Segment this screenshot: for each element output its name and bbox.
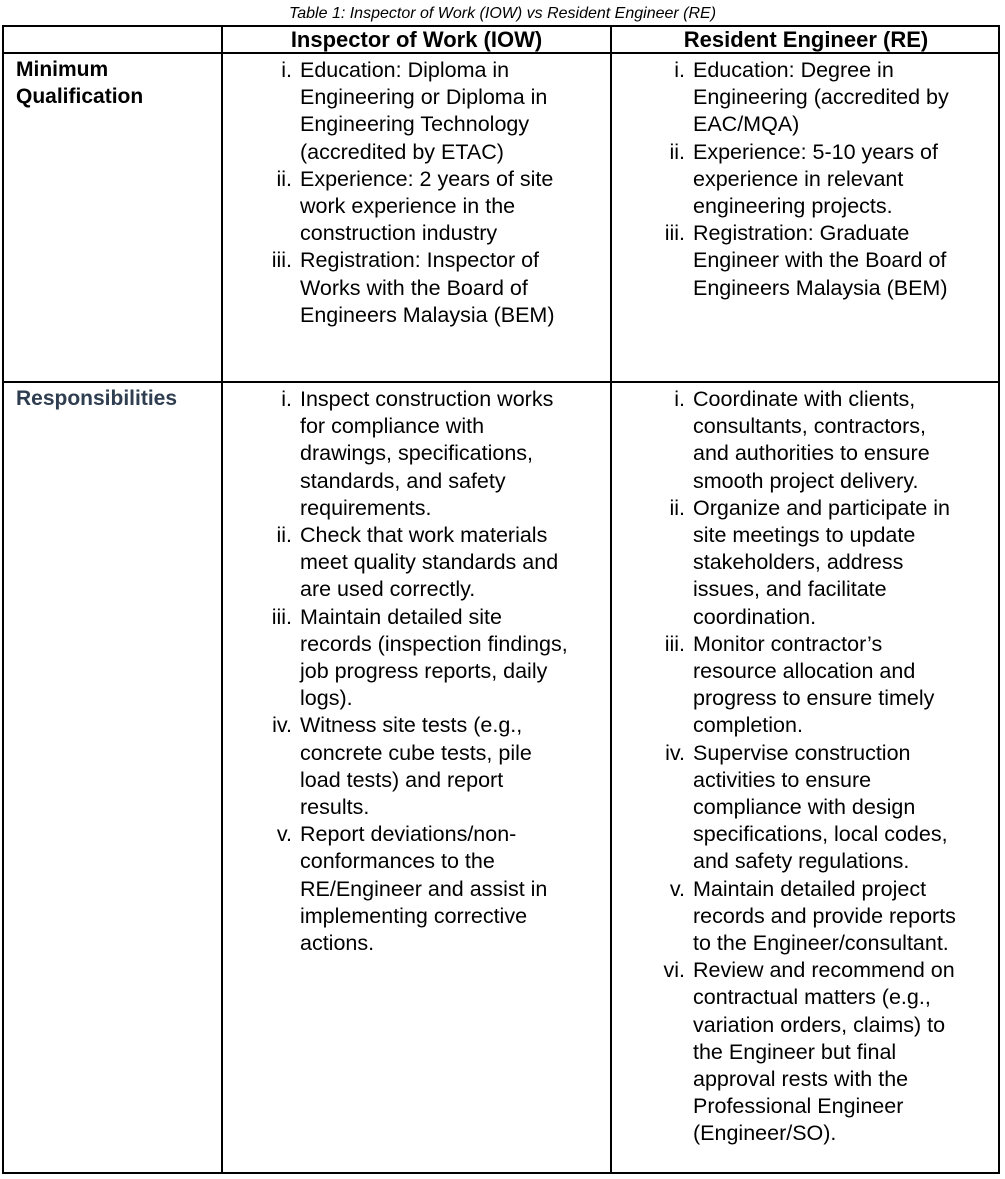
- list-item-cont: engineering projects.: [693, 194, 893, 219]
- list-number: ii.: [276, 166, 292, 191]
- list-number: iii.: [271, 604, 292, 629]
- list-item-cont: stakeholders, address: [693, 550, 904, 575]
- list-number: vi.: [663, 958, 685, 983]
- list-item-cont: (accredited by ETAC): [300, 139, 504, 164]
- list-item: [674, 57, 993, 84]
- list-item-cont: Engineering or Diploma in: [300, 85, 548, 110]
- list-item: [276, 821, 600, 848]
- list-number: iii.: [271, 248, 292, 273]
- row-label-line: Qualification: [16, 85, 144, 108]
- list-item-cont: contractual matters (e.g.,: [693, 985, 931, 1010]
- list-item-cont: Engineering Technology: [300, 112, 530, 137]
- list-number: ii.: [669, 139, 685, 164]
- list-item-cont: consultants, contractors,: [693, 414, 927, 439]
- list-item-cont: to the Engineer/consultant.: [693, 931, 949, 956]
- list-item-cont: Engineers Malaysia (BEM): [300, 302, 555, 327]
- list-item-cont: approval rests with the: [693, 1067, 909, 1092]
- list-number: iv.: [272, 713, 292, 738]
- list-item: [665, 740, 998, 767]
- list-text: Monitor contractor’s: [693, 631, 883, 656]
- list-item-cont: standards, and safety: [300, 468, 506, 493]
- list-item-cont: Works with the Board of: [300, 275, 528, 300]
- list-item-cont: experience in relevant: [693, 166, 904, 191]
- list-text: Maintain detailed project: [693, 876, 927, 901]
- list-item-cont: concrete cube tests, pile: [300, 740, 532, 765]
- list-item-cont: Engineer with the Board of: [693, 248, 947, 273]
- header-re: Resident Engineer (RE): [683, 27, 929, 52]
- list-number: iv.: [665, 740, 685, 765]
- list-text: Education: Degree in: [693, 58, 894, 82]
- list-item-cont: compliance with design: [693, 795, 916, 820]
- list-text: Witness site tests (e.g.,: [300, 713, 523, 738]
- list-item: [276, 522, 600, 549]
- list-text: Coordinate with clients,: [693, 387, 916, 411]
- list-number: v.: [669, 876, 685, 901]
- re-responsibilities-list: [663, 386, 998, 1148]
- list-item: [669, 876, 998, 903]
- list-item-cont: resource allocation and: [693, 659, 916, 684]
- list-number: ii.: [276, 523, 292, 548]
- comparison-table: [2, 25, 1000, 1174]
- list-item: [276, 166, 600, 193]
- list-item-cont: actions.: [300, 931, 375, 956]
- row-label-line: Minimum: [16, 58, 109, 81]
- list-item-cont: the Engineer but final: [693, 1039, 897, 1064]
- re-qualification-list: [664, 57, 993, 302]
- list-text: Education: Diploma in: [300, 58, 510, 82]
- table-caption: Table 1: Inspector of Work (IOW) vs Resident Engineer (RE): [288, 5, 717, 22]
- list-item-cont: for compliance with: [300, 414, 485, 439]
- column-divider: [221, 27, 223, 1172]
- list-item-cont: completion.: [693, 713, 803, 738]
- row-label-qualification: [16, 56, 143, 110]
- iow-qualification-list: [271, 57, 600, 329]
- list-item-cont: activities to ensure: [693, 767, 872, 792]
- list-item: [271, 604, 600, 631]
- list-item-cont: coordination.: [693, 604, 817, 629]
- list-item-cont: variation orders, claims) to: [693, 1012, 946, 1037]
- list-item-cont: results.: [300, 795, 370, 820]
- list-item-cont: EAC/MQA): [693, 112, 800, 137]
- iow-responsibilities-list: [271, 386, 600, 957]
- list-item-cont: Professional Engineer: [693, 1094, 904, 1119]
- list-number: i.: [281, 58, 292, 82]
- list-item-cont: implementing corrective: [300, 903, 528, 928]
- list-item-cont: issues, and facilitate: [693, 577, 887, 602]
- list-text: Review and recommend on: [693, 958, 955, 983]
- list-item-cont: requirements.: [300, 495, 432, 520]
- list-item: [669, 495, 998, 522]
- list-item-cont: site meetings to update: [693, 523, 916, 548]
- list-text: Inspect construction works: [300, 387, 554, 411]
- list-number: i.: [674, 387, 685, 411]
- list-item-cont: Engineers Malaysia (BEM): [693, 275, 948, 300]
- list-item-cont: construction industry: [300, 221, 498, 246]
- list-number: iii.: [664, 631, 685, 656]
- list-item-cont: load tests) and report: [300, 767, 504, 792]
- list-item-cont: smooth project delivery.: [693, 468, 919, 493]
- list-text: Experience: 5-10 years of: [693, 139, 938, 164]
- list-item: [281, 57, 600, 84]
- list-item-cont: drawings, specifications,: [300, 441, 534, 466]
- list-item: [663, 957, 998, 984]
- header-iow: Inspector of Work (IOW): [290, 27, 543, 52]
- list-text: Experience: 2 years of site: [300, 166, 554, 191]
- list-item: [271, 247, 600, 274]
- list-item-cont: (Engineer/SO).: [693, 1121, 837, 1146]
- list-item: [674, 386, 998, 413]
- list-item-cont: and authorities to ensure: [693, 441, 930, 466]
- list-text: Registration: Graduate: [693, 221, 910, 246]
- row-label-responsibilities: Responsibilities: [16, 387, 178, 410]
- list-number: i.: [674, 58, 685, 82]
- list-text: Organize and participate in: [693, 495, 950, 520]
- list-item-cont: records (inspection findings,: [300, 631, 568, 656]
- list-item-cont: progress to ensure timely: [693, 686, 935, 711]
- list-item-cont: Engineering (accredited by: [693, 85, 949, 110]
- list-item: [669, 139, 993, 166]
- list-item-cont: conformances to the: [300, 849, 495, 874]
- list-number: i.: [281, 387, 292, 411]
- list-number: ii.: [669, 495, 685, 520]
- list-item: [272, 712, 600, 739]
- list-item-cont: work experience in the: [300, 194, 516, 219]
- list-text: Maintain detailed site: [300, 604, 502, 629]
- list-item: [281, 386, 600, 413]
- list-item-cont: are used correctly.: [300, 577, 476, 602]
- list-item-cont: records and provide reports: [693, 903, 956, 928]
- list-text: Registration: Inspector of: [300, 248, 540, 273]
- row-divider: [4, 381, 998, 383]
- column-divider: [610, 27, 612, 1172]
- list-number: v.: [276, 822, 292, 847]
- list-text: Check that work materials: [300, 523, 548, 548]
- list-item: [664, 220, 993, 247]
- list-item-cont: job progress reports, daily: [300, 659, 548, 684]
- list-number: iii.: [664, 221, 685, 246]
- list-item: [664, 631, 998, 658]
- list-item-cont: meet quality standards and: [300, 550, 559, 575]
- list-text: Supervise construction: [693, 740, 911, 765]
- list-item-cont: specifications, local codes,: [693, 822, 948, 847]
- list-item-cont: logs).: [300, 686, 353, 711]
- list-text: Report deviations/non-: [300, 822, 517, 847]
- list-item-cont: and safety regulations.: [693, 849, 910, 874]
- list-item-cont: RE/Engineer and assist in: [300, 876, 548, 901]
